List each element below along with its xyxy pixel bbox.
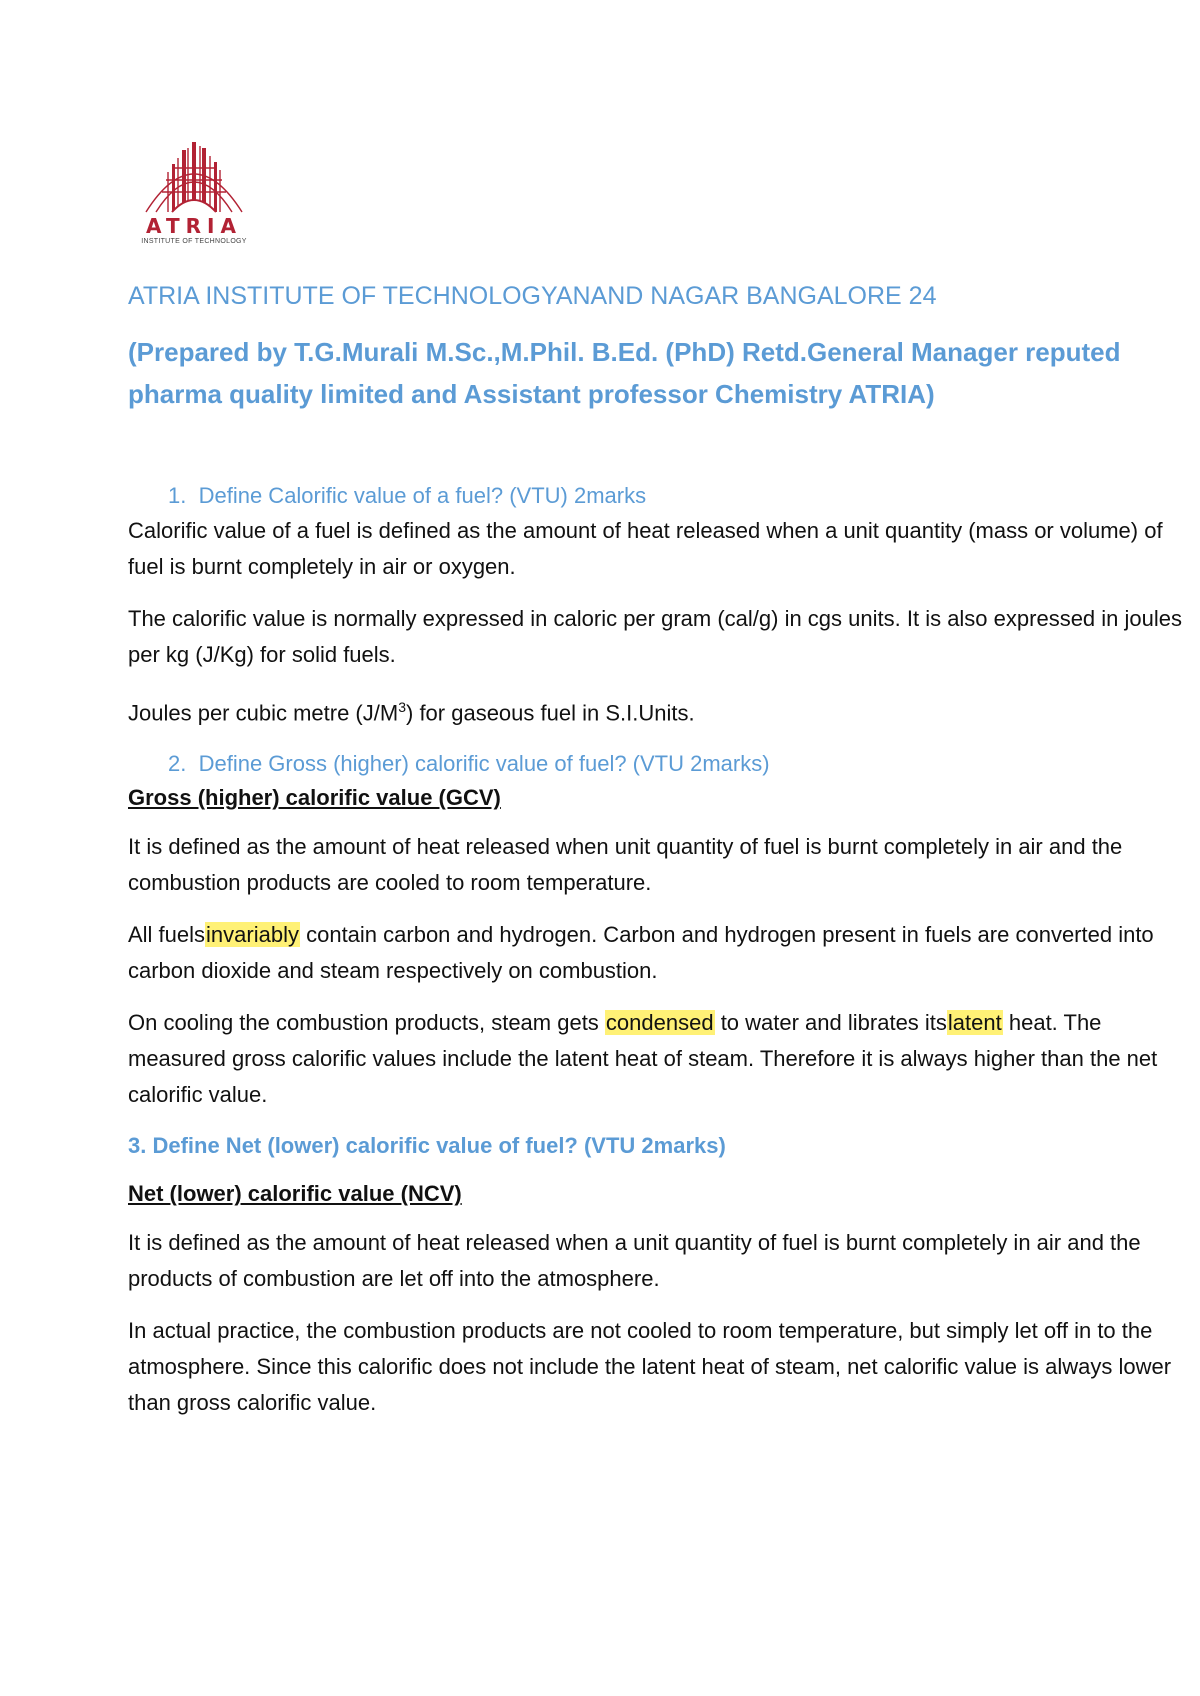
question-2-title [128,747,1188,781]
q2-paragraph-3 [128,1005,1188,1113]
question-1-number: 1. [168,483,187,508]
q2-p3-b: to water and librates its [714,1010,947,1036]
logo-wordmark: ATRIA [146,214,242,238]
q1-paragraph-2: The calorific value is normally expressed in caloric per gram (cal/g) in cgs units. It is also expressed in joules per kg (J/Kg) for solid fuels. [128,606,1182,667]
q3-paragraph-2: In actual practice, the combustion products are not cooled to room temperature, but simply let off in to the atmosphere. Since this calorific does not include the latent heat of steam, net calorific value is always lower than gross calorific value. [128,1318,1172,1416]
q1-paragraph-1: Calorific value of a fuel is defined as the amount of heat released when a unit quantity (mass or volume) of fuel is burnt completely in air or oxygen. [128,518,1163,579]
highlight-latent: latent [947,1010,1002,1036]
question-2-number: 2. [168,751,187,777]
logo-subtitle: INSTITUTE OF TECHNOLOGY [141,238,247,245]
highlight-condensed: condensed [605,1010,714,1036]
q2-p2-a: All fuels [128,922,206,948]
building-arch-icon [138,142,250,214]
q1-paragraph-3 [128,689,1188,731]
q2-paragraph-1: It is defined as the amount of heat released when unit quantity of fuel is burnt completely in air and the combustion products are cooled to room temperature. [128,834,1123,896]
gcv-subheading: Gross (higher) calorific value (GCV) [128,785,501,811]
question-1-text: Define Calorific value of a fuel? (VTU) 2marks [198,483,647,508]
document-content [128,282,1188,1437]
q3-paragraph-1: It is defined as the amount of heat released when a unit quantity of fuel is burnt completely in air and the products of combustion are let off into the atmosphere. [128,1230,1141,1292]
ncv-subheading: Net (lower) calorific value (NCV) [128,1181,462,1207]
q2-p2-b: contain carbon and hydrogen. Carbon and hydrogen present in fuels are converted into carbon dioxide and steam respectively on combustion. [128,922,1154,984]
institute-heading: ATRIA INSTITUTE OF TECHNOLOGYANAND NAGAR BANGALORE 24 [128,282,937,310]
prepared-by: (Prepared by T.G.Murali M.Sc.,M.Phil. B.Ed. (PhD) Retd.General Manager reputed pharma quality limited and Assistant professor Chemistry ATRIA) [128,337,1121,409]
q1-p3-before: Joules per cubic metre (J/M [128,700,399,726]
q2-p3-c: heat. The measured gross calorific values include the latent heat of steam. Therefore it is always higher than the net calorific value. [128,1010,1158,1108]
q1-p3-superscript: 3 [398,699,406,715]
q1-p3-after: ) for gaseous fuel in S.I.Units. [406,700,695,726]
atria-logo [138,142,250,248]
q2-p3-a: On cooling the combustion products, steam gets [128,1010,605,1036]
question-3-title: 3. Define Net (lower) calorific value of fuel? (VTU 2marks) [128,1133,726,1159]
q2-paragraph-2 [128,917,1188,989]
question-1-title [128,479,1188,513]
question-2-text: Define Gross (higher) calorific value of fuel? (VTU 2marks) [198,751,770,777]
highlight-invariably: invariably [206,922,299,948]
